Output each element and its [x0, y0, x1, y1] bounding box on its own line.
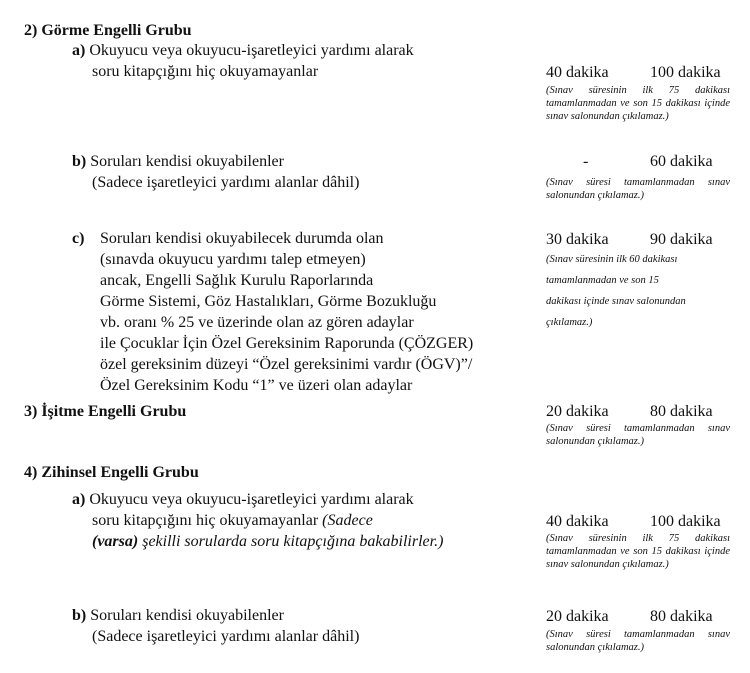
section-2c-line-2: (sınavda okuyucu yardımı talep etmeyen) [100, 251, 366, 268]
section-2a-note: (Sınav süresinin ilk 75 dakikası tamamlanmadan ve son 15 dakikası içinde sınav salonundan çıkılamaz.) [546, 85, 730, 122]
section-2c-line-4: Görme Sistemi, Göz Hastalıkları, Görme Bozukluğu [100, 293, 437, 310]
section-2c-note-line-1: (Sınav süresinin ilk 60 dakikası [546, 254, 678, 265]
section-2c-line-5: vb. oranı % 25 ve üzerinde olan az gören adaylar [100, 314, 414, 331]
section-2c-note-line-3: dakikası içinde sınav salonundan [546, 296, 686, 307]
section-2c-note-line-2: tamamlanmadan ve son 15 [546, 275, 659, 286]
section-2b-line-1: b) Soruları kendisi okuyabilenler [72, 153, 284, 170]
section-4-title: 4) Zihinsel Engelli Grubu [24, 464, 199, 481]
section-4b-line-1: b) Soruları kendisi okuyabilenler [72, 607, 284, 624]
section-3-time-2: 80 dakika [650, 403, 713, 420]
section-2c-line-6: ile Çocuklar İçin Özel Gereksinim Raporunda (ÇÖZGER) [100, 335, 474, 352]
section-2c-line-7: özel gereksinim düzeyi “Özel gereksinimi vardır (ÖGV)”/ [100, 356, 473, 373]
section-4a-time-1: 40 dakika [546, 513, 609, 530]
section-2b-label: b) [72, 153, 87, 170]
section-2a-line-1: a) Okuyucu veya okuyucu-işaretleyici yardımı alarak [72, 42, 414, 59]
section-3-title: 3) İşitme Engelli Grubu [24, 403, 187, 420]
section-2b-note: (Sınav süresi tamamlanmadan sınav salonundan çıkılamaz.) [546, 177, 730, 201]
section-2a-time-2: 100 dakika [650, 64, 721, 81]
section-4b-line-2: (Sadece işaretleyici yardımı alanlar dâhil) [92, 628, 360, 645]
section-2b-time-2: 60 dakika [650, 153, 713, 170]
section-4a-line-2: soru kitapçığını hiç okuyamayanlar (Sadece [92, 512, 373, 529]
section-2c-time-2: 90 dakika [650, 231, 713, 248]
section-2c-note-line-4: çıkılamaz.) [546, 317, 593, 328]
section-2a-time-1: 40 dakika [546, 64, 609, 81]
section-2c-line-3: ancak, Engelli Sağlık Kurulu Raporlarında [100, 272, 374, 289]
section-4a-time-2: 100 dakika [650, 513, 721, 530]
section-2c-line-1: Soruları kendisi okuyabilecek durumda olan [100, 230, 384, 247]
section-2a-label: a) [72, 42, 86, 59]
section-4a-line-1: a) Okuyucu veya okuyucu-işaretleyici yardımı alarak [72, 491, 414, 508]
section-4b-note: (Sınav süresi tamamlanmadan sınav salonundan çıkılamaz.) [546, 629, 730, 653]
section-4b-label: b) [72, 607, 87, 624]
section-3-time-1: 20 dakika [546, 403, 609, 420]
section-2b-line-2: (Sadece işaretleyici yardımı alanlar dâhil) [92, 174, 360, 191]
section-2-title: 2) Görme Engelli Grubu [24, 22, 192, 39]
section-2c-time-1: 30 dakika [546, 231, 609, 248]
section-2b-time-1: - [583, 153, 589, 170]
section-2a-line-2: soru kitapçığını hiç okuyamayanlar [92, 63, 319, 80]
section-4b-time-1: 20 dakika [546, 608, 609, 625]
section-4a-label: a) [72, 491, 86, 508]
section-4b-time-2: 80 dakika [650, 608, 713, 625]
section-2c-line-8: Özel Gereksinim Kodu “1” ve üzeri olan adaylar [100, 377, 413, 394]
section-4a-note: (Sınav süresinin ilk 75 dakikası tamamlanmadan ve son 15 dakikası içinde sınav salonundan çıkılamaz.) [546, 533, 730, 570]
section-4a-line-3: (varsa) şekilli sorularda soru kitapçığına bakabilirler.) [92, 533, 444, 550]
section-2c-label: c) [72, 230, 85, 247]
section-3-note: (Sınav süresi tamamlanmadan sınav salonundan çıkılamaz.) [546, 423, 730, 447]
